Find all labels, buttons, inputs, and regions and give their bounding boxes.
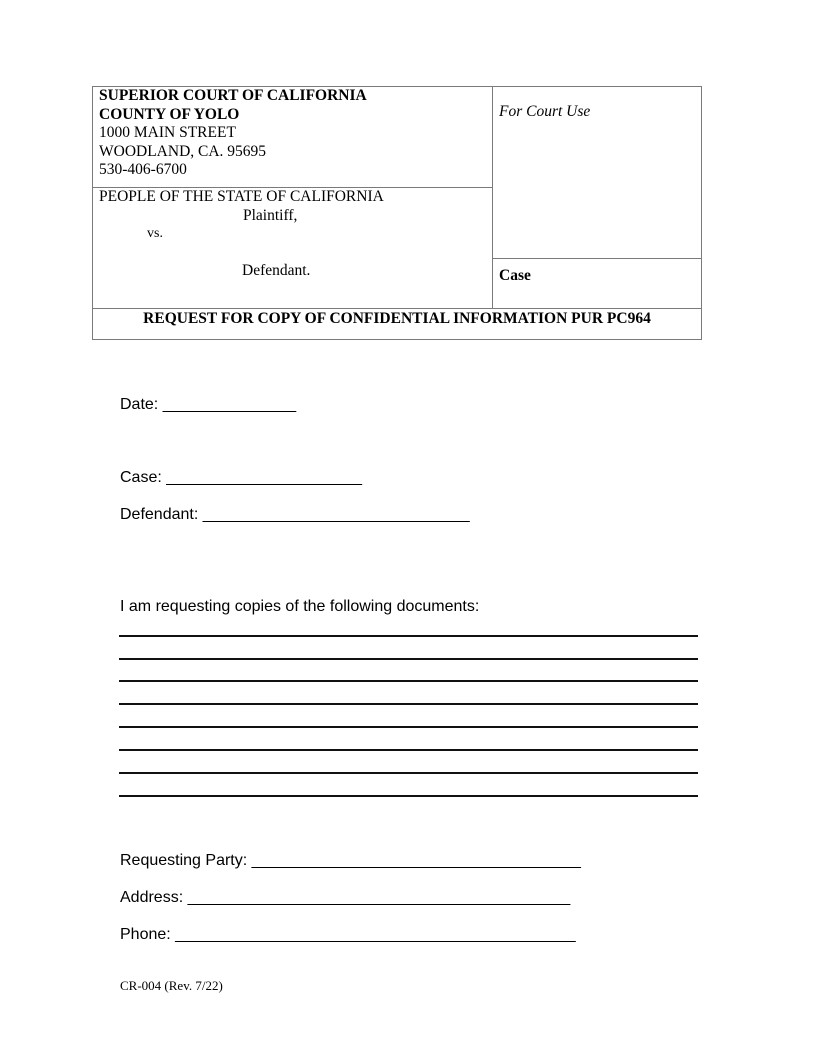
court-address-block	[99, 87, 367, 180]
court-name: SUPERIOR COURT OF CALIFORNIA	[99, 87, 367, 104]
date-field[interactable]: Date: _______________	[120, 396, 297, 413]
court-phone: 530-406-6700	[99, 161, 187, 178]
document-line-6[interactable]	[119, 749, 698, 751]
court-street: 1000 MAIN STREET	[99, 124, 236, 141]
case-number-label: Case	[499, 267, 531, 284]
versus-label: vs.	[147, 226, 163, 241]
caption-vertical-divider	[492, 86, 493, 308]
form-title: REQUEST FOR COPY OF CONFIDENTIAL INFORMATION PUR PC964	[143, 310, 651, 327]
for-court-use-label: For Court Use	[499, 103, 591, 120]
document-line-7[interactable]	[119, 772, 698, 774]
people-label: PEOPLE OF THE STATE OF CALIFORNIA	[99, 188, 384, 205]
document-line-1[interactable]	[119, 635, 698, 637]
phone-field[interactable]: Phone: _____________________________________________	[120, 926, 576, 943]
defendant-field[interactable]: Defendant: ______________________________	[120, 506, 470, 523]
defendant-caption-label: Defendant.	[242, 262, 311, 279]
case-field[interactable]: Case: ______________________	[120, 469, 363, 486]
court-city: WOODLAND, CA. 95695	[99, 142, 267, 160]
form-number: CR-004 (Rev. 7/22)	[120, 978, 223, 993]
document-line-8[interactable]	[119, 795, 698, 797]
document-line-3[interactable]	[119, 680, 698, 682]
requesting-party-field[interactable]: Requesting Party: _____________________________________	[120, 852, 581, 869]
plaintiff-label: Plaintiff,	[243, 207, 298, 224]
county-name: COUNTY OF YOLO	[99, 105, 240, 123]
document-line-2[interactable]	[119, 658, 698, 660]
address-field[interactable]: Address: ___________________________________________	[120, 889, 571, 906]
caption-divider-right	[492, 258, 702, 259]
document-line-5[interactable]	[119, 726, 698, 728]
document-line-4[interactable]	[119, 703, 698, 705]
request-prompt: I am requesting copies of the following documents:	[120, 598, 480, 615]
